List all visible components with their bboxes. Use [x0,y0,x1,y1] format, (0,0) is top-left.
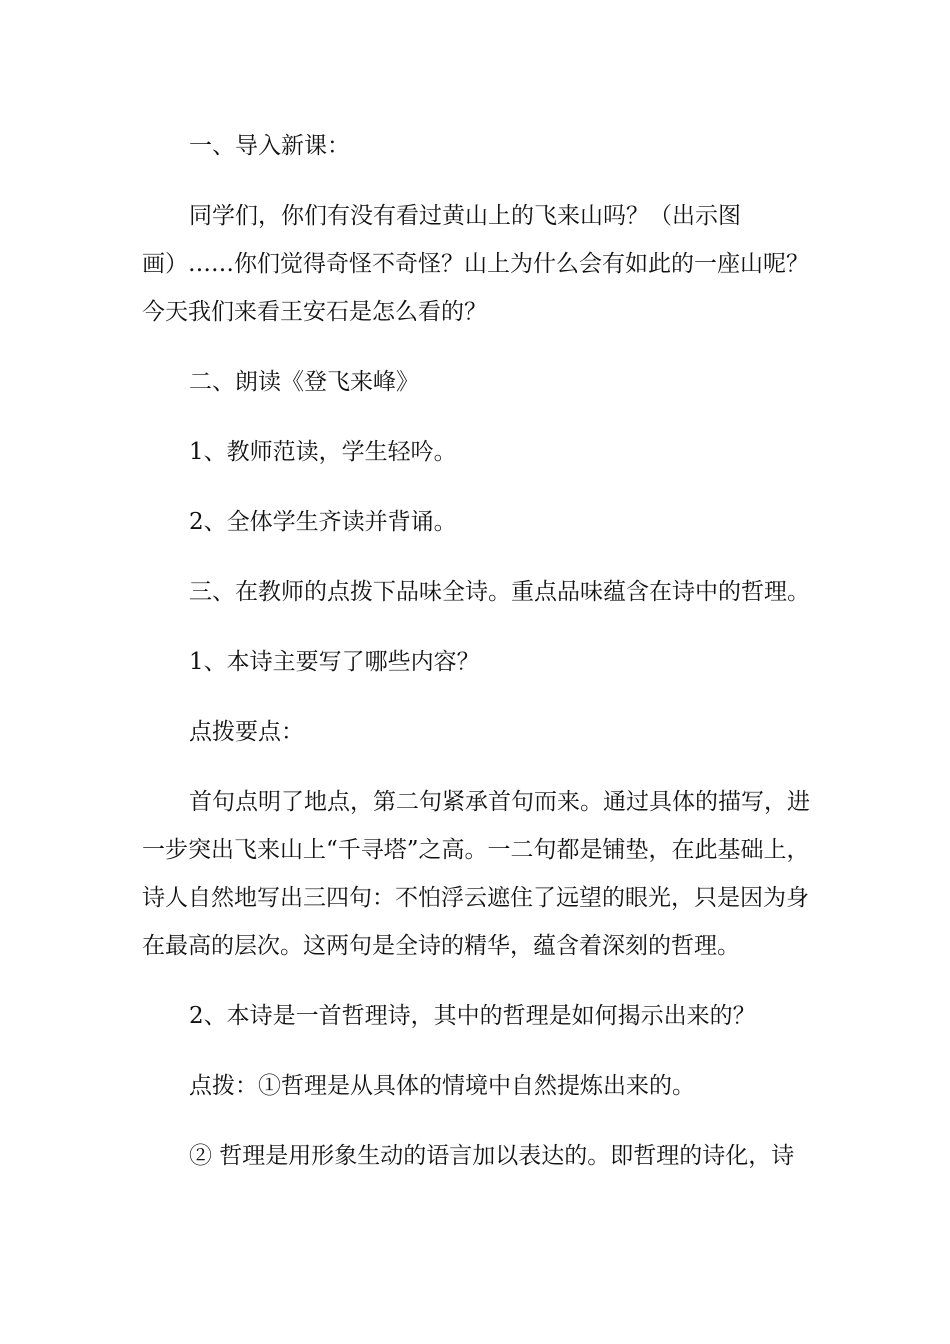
document-body [142,122,812,1202]
paragraph-intro-question: 同学们，你们有没有看过黄山上的飞来山吗？（出示图画）……你们觉得奇怪不奇怪？山上为什么会有如此的一座山呢？今天我们来看王安石是怎么看的？ [142,203,809,325]
paragraph-question-two: 2、本诗是一首哲理诗，其中的哲理是如何揭示出来的？ [189,1003,756,1029]
paragraph-analysis: 首句点明了地点，第二句紧承首句而来。通过具体的描写，进一步突出飞来山上“千寻塔”之高。一二句都是铺垫，在此基础上，诗人自然地写出三四句：不怕浮云遮住了远望的眼光，只是因为身在最高的层次。这两句是全诗的精华，蕴含着深刻的哲理。 [142,789,810,959]
paragraph-section-one-heading: 一、导入新课： [189,133,350,159]
paragraph-section-two-heading: 二、朗读《登飞来峰》 [189,369,419,395]
paragraph-step-two: 2、全体学生齐读并背诵。 [189,509,457,535]
paragraph-section-three-heading: 三、在教师的点拨下品味全诗。重点品味蕴含在诗中的哲理。 [189,579,810,605]
paragraph-key-points-label: 点拨要点： [189,719,304,745]
paragraph-question-one: 1、本诗主要写了哪些内容？ [189,649,480,675]
paragraph-point-two: ② 哲理是用形象生动的语言加以表达的。即哲理的诗化，诗 [189,1143,795,1169]
paragraph-step-one: 1、教师范读，学生轻吟。 [189,439,457,465]
paragraph-point-one: 点拨：①哲理是从具体的情境中自然提炼出来的。 [189,1073,695,1099]
